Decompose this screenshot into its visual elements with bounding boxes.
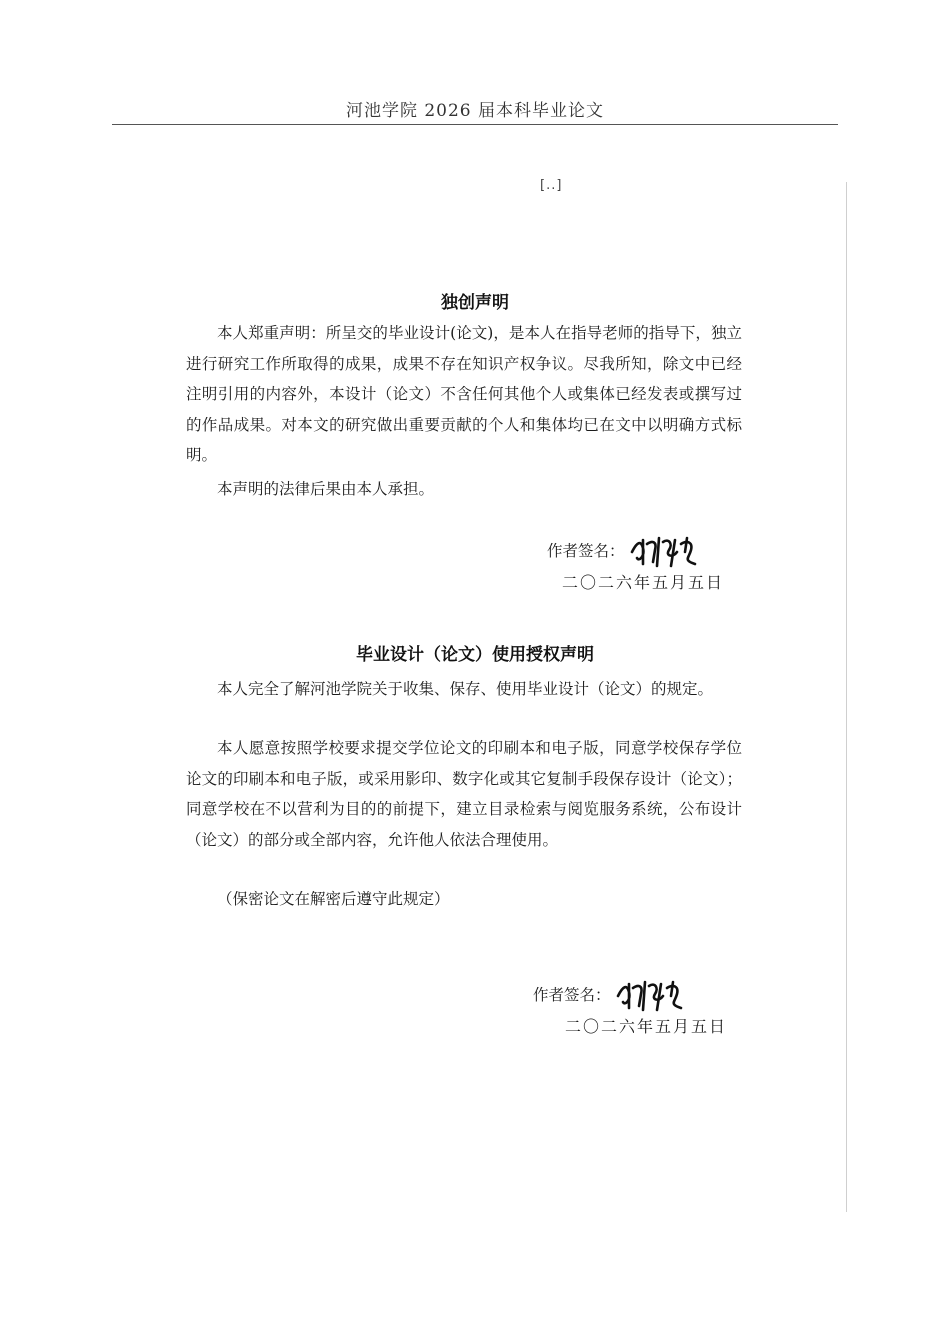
authorization-signature [533,976,687,1012]
handwritten-signature-icon [615,976,687,1012]
originality-title: 独创声明 [441,293,509,313]
authorization-date: 二〇二六年五月五日 [565,1017,728,1036]
authorization-paragraph-2: 本人愿意按照学校要求提交学位论文的印刷本和电子版，同意学校保存学位论文的印刷本和电子版，或采用影印、数字化或其它复制手段保存设计（论文）；同意学校在不以营利为目的的前提下，建立目录检索与阅览服务系统，公布设计（论文）的部分或全部内容，允许他人依法合理使用。 [186,739,742,849]
signature-label: 作者签名： [533,986,611,1004]
handwritten-signature-icon [629,532,701,568]
originality-signature [547,532,701,568]
originality-paragraph-2: 本声明的法律后果由本人承担。 [217,480,435,498]
header-rule [112,124,838,125]
originality-paragraph-1: 本人郑重声明：所呈交的毕业设计(论文)，是本人在指导老师的指导下，独立进行研究工作所取得的成果，成果不存在知识产权争议。尽我所知，除文中已经注明引用的内容外，本设计（论文）不含任何其他个人或集体已经发表或撰写过的作品成果。对本文的研究做出重要贡献的个人和集体均已在文中以明确方式标明。 [186,324,742,464]
signature-label: 作者签名： [547,542,625,560]
page-header: 河池学院 2026 届本科毕业论文 [345,101,605,121]
authorization-paragraph-1: 本人完全了解河池学院关于收集、保存、使用毕业设计（论文）的规定。 [217,680,714,698]
originality-date: 二〇二六年五月五日 [562,573,725,592]
scan-mark: [..] [540,178,563,193]
authorization-title: 毕业设计（论文）使用授权声明 [356,645,594,665]
authorization-paragraph-3: （保密论文在解密后遵守此规定） [217,890,450,908]
scan-edge-line [846,182,847,1212]
